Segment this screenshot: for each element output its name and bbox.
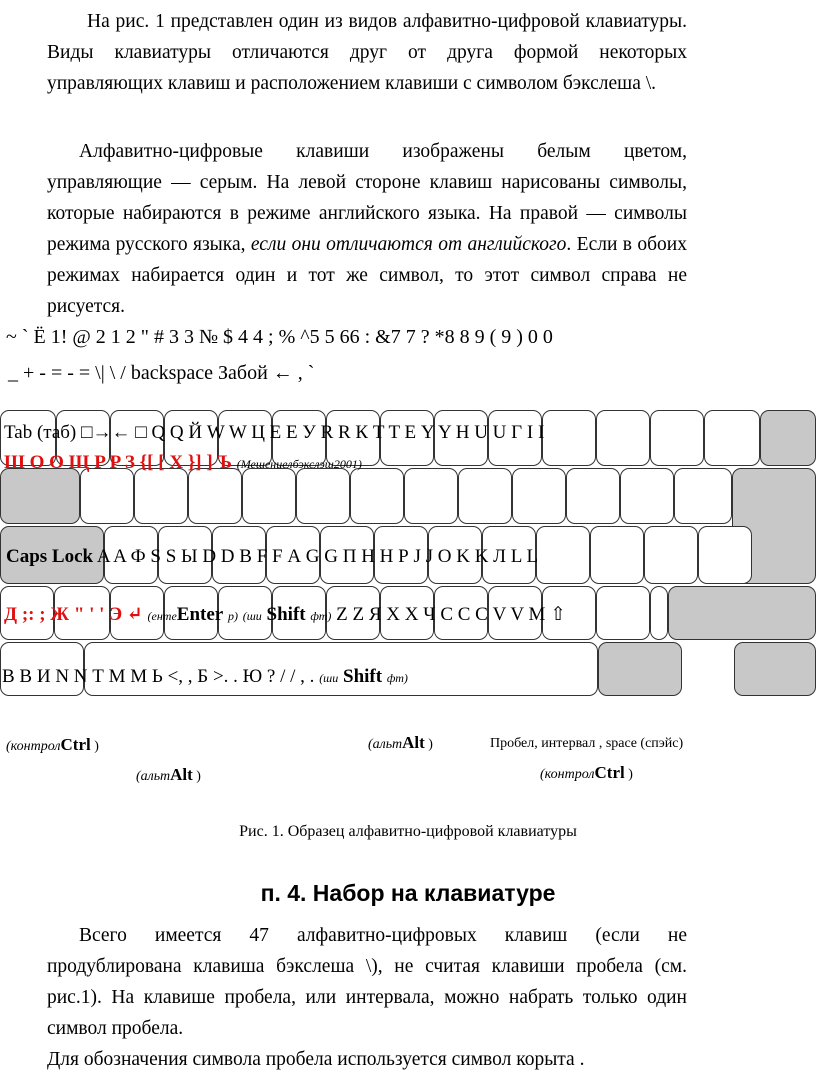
key bbox=[620, 468, 674, 524]
alt-left-label: Alt bbox=[170, 765, 193, 784]
key bbox=[704, 410, 760, 466]
figure-caption: Рис. 1. Образец алфавитно-цифровой клавиатуры bbox=[239, 823, 577, 840]
intro-text-2a: Алфавитно-цифровые клавиши изображены белым цветом, управляющие — серым. На левой стороне клавиш нарисованы символы, которые набираются в режиме английского языка. На правой — символы режима русского языка, bbox=[47, 141, 687, 255]
body-text-1: Всего имеется 47 алфавитно-цифровых клавиш (если не продублирована клавиша бэкслеша \), не считая клавиши пробела (см. рис.1). На клавише пробела, или интервала, можно набрать только один символ пробела. bbox=[47, 925, 687, 1039]
alt-right-pre: (альт bbox=[368, 737, 403, 752]
intro-paragraph-2 bbox=[47, 136, 687, 322]
keyboard-row-3-labels bbox=[6, 546, 538, 568]
ctrl-left-label: Ctrl bbox=[60, 735, 91, 754]
symbol-row-2-text: _ + - = - = \| \ / backspace Забой ← , ` bbox=[8, 362, 315, 384]
key-gray-alt bbox=[598, 642, 682, 696]
key bbox=[404, 468, 458, 524]
key bbox=[596, 410, 650, 466]
symbol-row-1-text: ~ ` Ё 1! @ 2 1 2 " # 3 3 № $ 4 4 ; % ^5 5 66 : &7 7 ? *8 8 9 ( 9 ) 0 0 bbox=[6, 326, 553, 348]
shift-label: Shift bbox=[266, 604, 306, 625]
label-alt-left bbox=[136, 765, 201, 785]
row-3-text: A A Ф S S Ы D D В F F А G G П H H Р J J О K K Л L L bbox=[96, 546, 539, 567]
shift-arrow-icon: ⇧ bbox=[550, 604, 567, 625]
key bbox=[242, 468, 296, 524]
key bbox=[512, 468, 566, 524]
keyboard-diagram bbox=[0, 408, 816, 708]
alt-right-label: Alt bbox=[402, 733, 425, 752]
key-shift-right bbox=[668, 586, 816, 640]
ctrl-right-pre: (контрол bbox=[540, 767, 595, 782]
shift2-suffix: фт) bbox=[386, 671, 408, 685]
key bbox=[350, 468, 404, 524]
row-4b-text: Z Z Я X X Ч C C С V V М bbox=[336, 604, 546, 625]
key bbox=[188, 468, 242, 524]
body-paragraph-1 bbox=[47, 920, 687, 1044]
key bbox=[596, 586, 650, 640]
key bbox=[296, 468, 350, 524]
shift2-prefix: (ши bbox=[319, 671, 339, 685]
row-1b-tail: (Мешениелбэкслэш2001) bbox=[236, 457, 362, 471]
alt-left-pre: (альт bbox=[136, 769, 171, 784]
label-ctrl-right bbox=[540, 763, 633, 783]
intro-text-2-italic: если они отличаются от английского bbox=[250, 234, 567, 255]
key bbox=[458, 468, 512, 524]
key bbox=[644, 526, 698, 584]
space-label: Пробел, интервал , space (спэйс) bbox=[490, 736, 684, 751]
shift-prefix: (ши bbox=[242, 609, 262, 623]
row-1b-text: Ш O O Щ P P З {[ [ Х }] ] Ъ bbox=[4, 452, 232, 473]
row-5-text: B B И N N Т M M Ь <, , Б >. . Ю ? / / , . bbox=[2, 666, 315, 687]
body-paragraph-2 bbox=[47, 1044, 687, 1075]
enter-label: Enter bbox=[176, 604, 224, 625]
label-ctrl-left bbox=[6, 735, 99, 755]
intro-text-2b: . Если в обоих режимах набирается один и тот же символ, то этот символ справа не рисуется. bbox=[47, 234, 687, 317]
symbol-row-2 bbox=[8, 362, 314, 385]
caps-lock-label: Caps Lock bbox=[6, 546, 94, 567]
keyboard-row-5-labels bbox=[2, 666, 408, 689]
ctrl-right-label: Ctrl bbox=[594, 763, 625, 782]
keyboard-row-1b-labels bbox=[4, 452, 362, 475]
keyboard-row-1-labels bbox=[4, 422, 544, 444]
symbol-row-1 bbox=[6, 326, 553, 349]
key bbox=[566, 468, 620, 524]
key bbox=[674, 468, 732, 524]
key bbox=[650, 586, 668, 640]
ctrl-left-post: ) bbox=[90, 739, 99, 754]
shift2-label: Shift bbox=[343, 666, 383, 687]
key bbox=[698, 526, 752, 584]
enter-suffix: р) bbox=[227, 609, 238, 623]
key bbox=[80, 468, 134, 524]
keyboard-row-4-labels bbox=[4, 604, 566, 627]
label-alt-right bbox=[368, 733, 433, 753]
row-1-text: Tab (таб) □→← □ Q Q Й W W Ц E E У R R К T T Е Y Y Н U U Г I I bbox=[4, 422, 545, 443]
key bbox=[542, 410, 596, 466]
key-gray bbox=[0, 468, 80, 524]
key-gray bbox=[760, 410, 816, 466]
ctrl-left-pre: (контрол bbox=[6, 739, 61, 754]
section-heading: п. 4. Набор на клавиатуре bbox=[260, 880, 556, 906]
key bbox=[536, 526, 590, 584]
intro-paragraph-1 bbox=[47, 6, 687, 99]
alt-left-post: ) bbox=[192, 769, 201, 784]
key bbox=[134, 468, 188, 524]
alt-right-post: ) bbox=[424, 737, 433, 752]
enter-prefix: (енте bbox=[147, 609, 177, 623]
shift-suffix: фт) bbox=[310, 609, 332, 623]
intro-text-1: На рис. 1 представлен один из видов алфавитно-цифровой клавиатуры. Виды клавиатуры отличаются друг от друга формой некоторых управляющих клавиш и расположением клавиши с символом бэкслеша \. bbox=[47, 11, 687, 94]
key bbox=[650, 410, 704, 466]
body-text-2: Для обозначения символа пробела используется символ корыта . bbox=[47, 1049, 585, 1070]
row-4-text: Д ;: ; Ж " ' ' Э ↵ bbox=[4, 604, 143, 625]
ctrl-right-post: ) bbox=[624, 767, 633, 782]
key bbox=[590, 526, 644, 584]
label-space bbox=[490, 736, 683, 752]
key-gray-ctrl bbox=[734, 642, 816, 696]
